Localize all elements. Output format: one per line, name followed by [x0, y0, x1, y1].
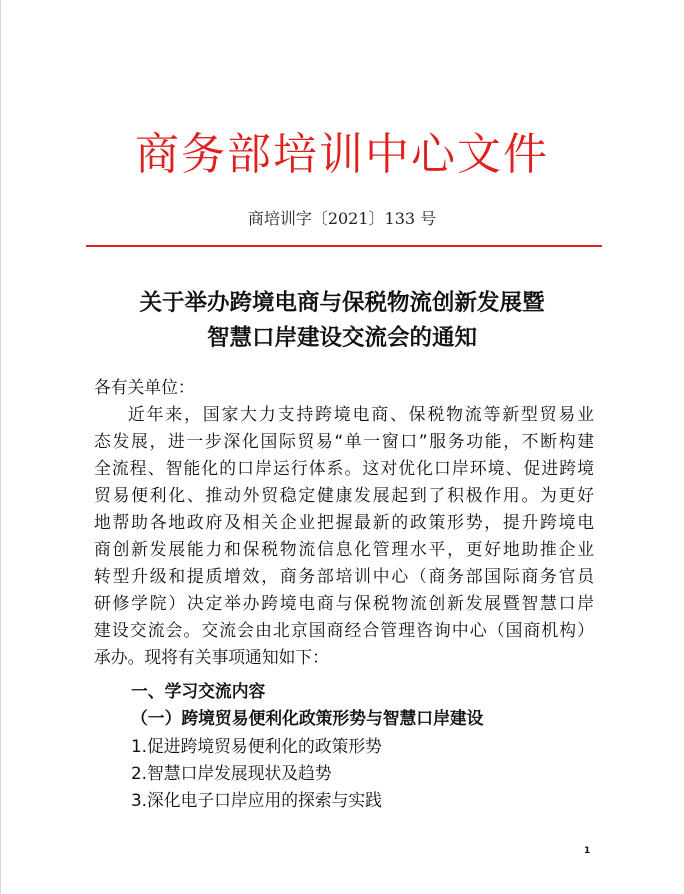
- notice-title-line-2: 智慧口岸建设交流会的通知: [206, 325, 477, 351]
- page-number: 1: [584, 846, 591, 856]
- paragraph-line: 商创新发展能力和保税物流信息化管理水平，更好地助推企业: [94, 539, 594, 559]
- body-paragraph: [94, 401, 594, 671]
- paragraph-line: 全流程、智能化的口岸运行体系。这对优化口岸环境、促进跨境: [94, 458, 594, 478]
- subsection-heading: （一）跨境贸易便利化政策形势与智慧口岸建设: [131, 708, 484, 728]
- paragraph-line: 贸易便利化、推动外贸稳定健康发展起到了积极作用。为更好: [94, 485, 594, 505]
- paragraph-line: 建设交流会。交流会由北京国商经合管理咨询中心（国商机构）: [94, 620, 594, 640]
- list-item: 3.深化电子口岸应用的探索与实践: [131, 790, 382, 810]
- salutation: 各有关单位：: [94, 377, 195, 397]
- section-heading: 一、学习交流内容: [131, 681, 266, 701]
- paragraph-line: 研修学院）决定举办跨境电商与保税物流创新发展暨智慧口岸: [94, 593, 594, 613]
- issuer-title: 商务部培训中心文件: [135, 129, 549, 180]
- notice-title-line-1: 关于举办跨境电商与保税物流创新发展暨: [139, 290, 545, 316]
- document-number: 商培训字〔2021〕133 号: [247, 209, 437, 228]
- notice-title: [0, 286, 684, 356]
- paragraph-line: 态发展，进一步深化国际贸易“单一窗口”服务功能，不断构建: [94, 431, 594, 451]
- list-item: 2.智慧口岸发展现状及趋势: [131, 763, 332, 783]
- paragraph-line: 转型升级和提质增效，商务部培训中心（商务部国际商务官员: [94, 566, 594, 586]
- paragraph-line: 承办。现将有关事项通知如下：: [94, 647, 329, 667]
- paragraph-line: 近年来，国家大力支持跨境电商、保税物流等新型贸易业: [128, 404, 594, 424]
- paragraph-line: 地帮助各地政府及相关企业把握最新的政策形势，提升跨境电: [94, 512, 594, 532]
- list-item: 1.促进跨境贸易便利化的政策形势: [131, 736, 382, 756]
- red-divider: [86, 245, 602, 247]
